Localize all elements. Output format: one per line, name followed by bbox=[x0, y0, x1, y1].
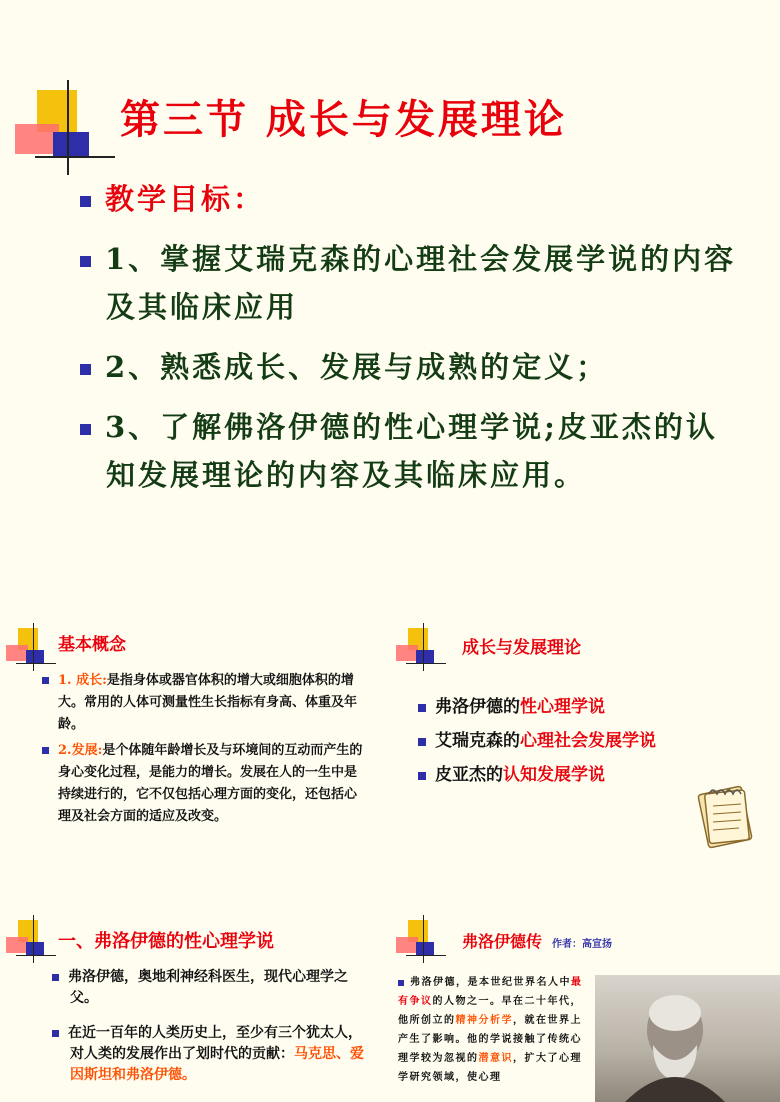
list-item: 1. 成长:是指身体或器官体积的增大或细胞体积的增大。常用的人体可测量性生长指标有身高、体重及年龄。 bbox=[42, 670, 367, 736]
square-bullet-icon bbox=[418, 704, 426, 712]
section-title: 弗洛伊德传 作者：高宣扬 bbox=[462, 932, 613, 951]
list-item: 2.发展:是个体随年龄增长及与环境间的互动而产生的身心变化过程，是能力的增长。发展在人的一生中是持续进行的，它不仅包括心理方面的变化，还包括心理及社会方面的适应及改变。 bbox=[42, 740, 367, 828]
section-title: 基本概念 bbox=[58, 635, 126, 655]
slide-freud-biography bbox=[390, 895, 780, 1102]
square-bullet-icon bbox=[418, 772, 426, 780]
list-item: 在近一百年的人类历史上，至少有三个犹太人，对人类的发展作出了划时代的贡献：马克思、爱因斯坦和弗洛伊德。 bbox=[52, 1023, 367, 1086]
slide-freud-theory bbox=[0, 895, 390, 1102]
square-bullet-icon bbox=[80, 424, 91, 435]
notepad-icon bbox=[695, 780, 757, 850]
page-title: 第三节 成长与发展理论 bbox=[120, 96, 567, 143]
section-title: 一、弗洛伊德的性心理学说 bbox=[58, 931, 274, 952]
theories-list bbox=[418, 690, 656, 792]
square-bullet-icon bbox=[80, 364, 91, 375]
concepts-list bbox=[42, 670, 367, 832]
square-bullet-icon bbox=[418, 738, 426, 746]
portrait-photo bbox=[595, 975, 780, 1102]
corner-decoration bbox=[15, 80, 115, 180]
corner-decoration bbox=[6, 915, 56, 965]
objectives-list bbox=[80, 175, 740, 511]
square-bullet-icon bbox=[52, 1030, 59, 1037]
square-bullet-icon bbox=[52, 974, 59, 981]
corner-decoration bbox=[6, 623, 56, 673]
list-item: 皮亚杰的认知发展学说 bbox=[418, 758, 656, 792]
section-title: 成长与发展理论 bbox=[462, 638, 581, 658]
square-bullet-icon bbox=[80, 256, 91, 267]
square-bullet-icon bbox=[80, 196, 91, 207]
list-item: 弗洛伊德的性心理学说 bbox=[418, 690, 656, 724]
square-bullet-icon bbox=[42, 747, 49, 754]
square-bullet-icon bbox=[398, 980, 404, 986]
list-item: 弗洛伊德，奥地利神经科医生，现代心理学之父。 bbox=[52, 967, 367, 1009]
list-item: 教学目标： bbox=[80, 175, 740, 223]
list-item: 1、掌握艾瑞克森的心理社会发展学说的内容及其临床应用 bbox=[80, 235, 740, 331]
freud-list bbox=[52, 967, 367, 1100]
portrait-figure-icon bbox=[595, 975, 780, 1102]
list-item: 2、熟悉成长、发展与成熟的定义； bbox=[80, 343, 740, 391]
slide-basic-concepts bbox=[0, 595, 390, 890]
biography-text: 弗洛伊德，是本世纪世界名人中最有争议的人物之一。早在二十年代，他所创立的精神分析学，就在世界上产生了影响。他的学说接触了传统心理学较为忽视的潜意识，扩大了心理学研究领域，使心理 bbox=[398, 977, 583, 1083]
corner-decoration bbox=[396, 623, 446, 673]
corner-decoration bbox=[396, 915, 446, 965]
square-bullet-icon bbox=[42, 677, 49, 684]
list-item: 艾瑞克森的心理社会发展学说 bbox=[418, 724, 656, 758]
slide-theories bbox=[390, 595, 780, 890]
list-item: 3、了解佛洛伊德的性心理学说;皮亚杰的认知发展理论的内容及其临床应用。 bbox=[80, 403, 740, 499]
author-credit: 作者：高宣扬 bbox=[552, 939, 613, 950]
